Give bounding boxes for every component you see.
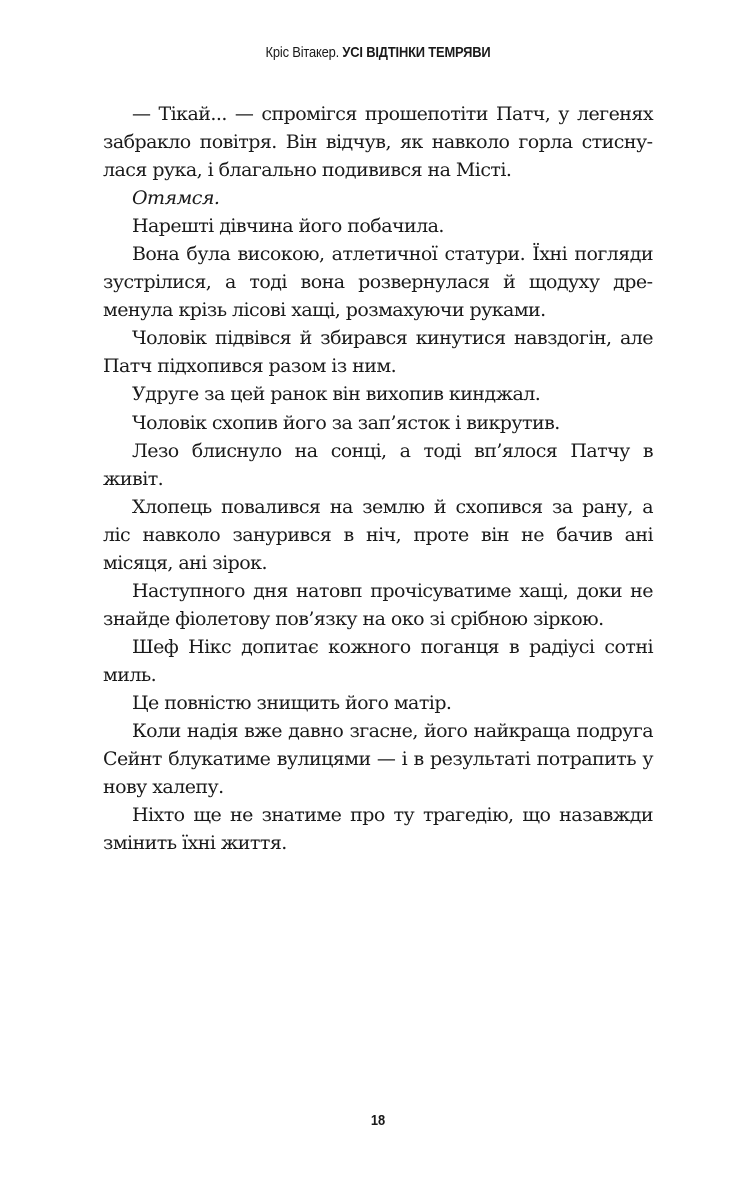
paragraph: Удруге за цей ранок він вихопив кинджал. — [132, 383, 541, 406]
paragraph: Лезо блиснуло на сонці, а тоді вп’ялося Патчу в живіт. — [103, 439, 653, 490]
paragraph: Це повністю знищить його матір. — [132, 691, 452, 714]
paragraph: Ніхто ще не знатиме про ту трагедію, що назавжди змінить їхні життя. — [103, 804, 653, 855]
paragraph: Хлопець повалився на землю й схопився за рану, а ліс навколо занурився в ніч, проте він не бачив ані місяця, ані зірок. — [103, 495, 653, 574]
paragraph: Коли надія вже давно згасне, його найкраща подруга Сейнт блукатиме вулицями — і в результаті потрапить у нову халепу. — [103, 720, 653, 799]
running-head-title: УСІ ВІДТІНКИ ТЕМРЯВИ — [342, 44, 491, 61]
running-head — [53, 44, 703, 61]
paragraph: — Тікай... — спромігся прошепотіти Патч, у легенях забракло повітря. Він відчув, як навколо горла стиснулася рука, і благально подивився на Місті. — [103, 103, 653, 182]
paragraph: Нарешті дівчина його побачила. — [132, 215, 444, 238]
body-text — [103, 100, 653, 857]
paragraph: Наступного дня натовп прочісуватиме хащі, доки не знайде фіолетову пов’язку на око зі срібною зіркою. — [103, 579, 653, 630]
paragraph: Шеф Нікс допитає кожного поганця в радіусі сотні миль. — [103, 635, 653, 686]
paragraph: Чоловік підвівся й збирався кинутися навздогін, але Патч підхопився разом із ним. — [103, 327, 653, 378]
paragraph-italic: Отямся. — [132, 187, 220, 210]
running-head-author: Кріс Вітакер. — [265, 44, 340, 61]
page-number: 18 — [370, 1112, 386, 1129]
paragraph: Чоловік схопив його за зап’ясток і викрутив. — [132, 411, 560, 434]
paragraph: Вона була високою, атлетичної статури. Їхні погляди зустрілися, а тоді вона розвернулася й щодуху дременула крізь лісові хащі, розмахуючи руками. — [103, 243, 653, 322]
